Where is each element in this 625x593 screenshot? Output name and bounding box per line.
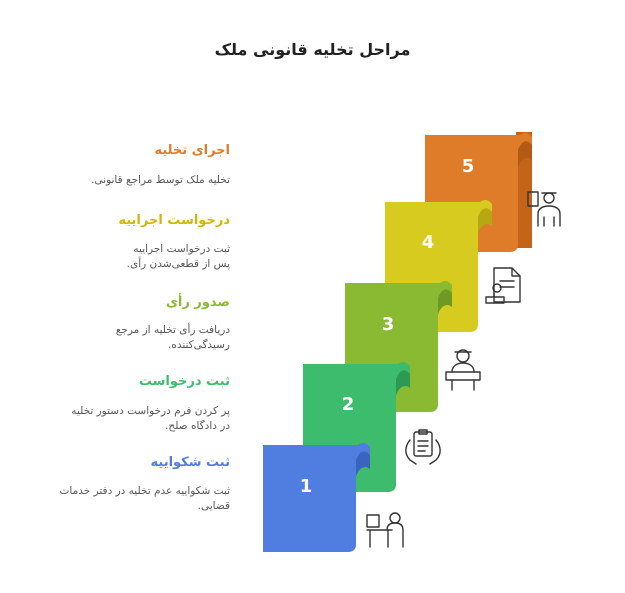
step-5-title: اجرای تخلیه (154, 143, 230, 158)
step-1-number: 1 (299, 476, 313, 497)
step-5-number: 5 (461, 156, 475, 177)
step-1-title: ثبت شکواییه (150, 455, 230, 470)
step-5-description: تخلیه ملک توسط مراجع قانونی. (91, 174, 230, 186)
step-3-description: دریافت رأی تخلیه از مرجع رسیدگی‌کننده. (115, 324, 230, 351)
document-stamp-icon (486, 268, 520, 303)
hands-clipboard-icon (406, 430, 440, 464)
step-2-title: ثبت درخواست (138, 374, 230, 389)
step-4-number: 4 (421, 232, 435, 253)
step-3-title: صدور رأی (165, 295, 230, 310)
step-1-block (263, 443, 370, 552)
step-2-description: پر کردن فرم درخواست دستور تخلیه در دادگاه صلح. (71, 405, 230, 432)
officer-document-icon (528, 192, 560, 226)
desk-person-icon (367, 513, 403, 547)
step-2-number: 2 (341, 394, 355, 415)
step-4-description: ثبت درخواست اجراییه پس از قطعی‌شدن رأی. (126, 243, 230, 270)
step-1-description: ثبت شکواییه عدم تخلیه در دفتر خدمات قضایی. (59, 485, 230, 512)
judge-podium-icon (446, 350, 480, 390)
step-3-number: 3 (381, 314, 395, 335)
diagram-title: مراحل تخلیه قانونی ملک (214, 40, 411, 59)
step-4-title: درخواست اجراییه (118, 213, 230, 228)
